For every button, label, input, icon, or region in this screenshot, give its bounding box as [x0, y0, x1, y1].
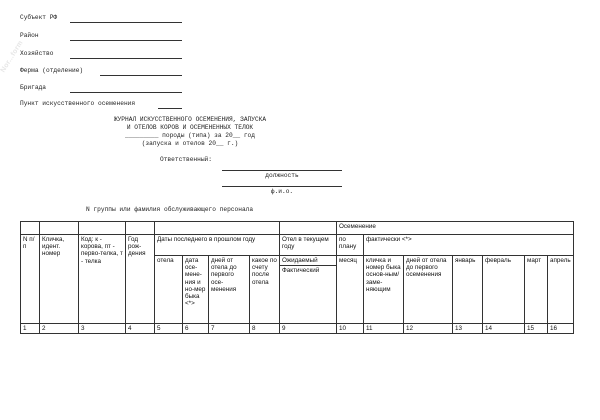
header-data-osem: дата осе-мене-ния и но-мер быка <*> [183, 256, 209, 324]
header-klichka: Кличка, идент. номер [40, 235, 79, 324]
header-mesyac: месяц [337, 256, 364, 324]
farm-line[interactable] [70, 58, 182, 59]
header-fakt: фактически <*> [364, 235, 574, 256]
column-number: 7 [209, 324, 250, 334]
header-top-left [21, 222, 40, 235]
header-mar: март [525, 256, 548, 324]
header-kod: Код: к - корова, пт - перво-телка, т - телка [79, 235, 126, 324]
header-klichka-byka: кличка и номер быка основ-ным/ заме-няющим [364, 256, 404, 324]
header-top-cell [40, 222, 79, 235]
brigade-line[interactable] [70, 92, 182, 93]
header-apr: апрель [548, 256, 574, 324]
header-top-cell [126, 222, 155, 235]
column-number: 2 [40, 324, 79, 334]
column-number: 11 [364, 324, 404, 334]
watermark: Nor...form [0, 39, 25, 74]
journal-table [20, 221, 574, 334]
column-number: 14 [483, 324, 525, 334]
subject-label: Субъект РФ [20, 14, 58, 21]
column-number: 6 [183, 324, 209, 334]
title-line-3: _________ породы (типа) за 20__ год [125, 132, 255, 139]
header-n: N п/п [21, 235, 40, 324]
header-top-cell [79, 222, 126, 235]
header-osem: Осеменение [337, 222, 574, 235]
header-po-planu: по плану [337, 235, 364, 256]
header-daty: Даты последнего в прошлом году [155, 235, 280, 256]
district-line[interactable] [70, 40, 182, 41]
header-ozhid: Ожидаемый [280, 256, 337, 266]
column-number: 5 [155, 324, 183, 334]
position-caption: должность [265, 172, 299, 179]
group-line: N группы или фамилия обслуживающего персонала [86, 206, 254, 213]
name-line[interactable] [222, 186, 342, 187]
column-number: 8 [250, 324, 280, 334]
ferma-label: Ферма (отделение) [20, 67, 84, 74]
title-line-1: ЖУРНАЛ ИСКУССТВЕННОГО ОСЕМЕНЕНИЯ, ЗАПУСКА [113, 116, 267, 123]
farm-label: Хозяйство [20, 50, 54, 57]
title-line-2: И ОТЕЛОВ КОРОВ И ОСЕМЕНЕННЫХ ТЕЛОК [126, 124, 254, 131]
brigade-label: Бригада [20, 84, 46, 91]
title-line-4: (запуска и отелов 20__ г.) [141, 140, 239, 147]
position-line[interactable] [222, 170, 342, 171]
header-otela: отела [155, 256, 183, 324]
responsible-label: Ответственный: [160, 156, 212, 163]
column-number: 15 [525, 324, 548, 334]
header-god: Год рож-дения [126, 235, 155, 324]
header-top-cell [280, 222, 337, 235]
subject-line[interactable] [70, 22, 182, 23]
district-label: Район [20, 32, 39, 39]
header-dney-otela-2: дней от отела до первого осеменения [404, 256, 453, 324]
column-number: 16 [548, 324, 574, 334]
column-number: 12 [404, 324, 453, 334]
column-number: 13 [453, 324, 483, 334]
ai-point-label: Пункт искусственного осеменения [20, 100, 136, 107]
column-number: 1 [21, 324, 40, 334]
header-otel-tek: Отел в текущем году [280, 235, 337, 256]
header-fakt-otel: Фактический [280, 266, 337, 324]
header-feb: февраль [483, 256, 525, 324]
header-jan: январь [453, 256, 483, 324]
page-edge-fade [586, 221, 600, 336]
column-number: 10 [337, 324, 364, 334]
header-top-cell [155, 222, 280, 235]
ai-point-line[interactable] [158, 108, 182, 109]
column-number: 9 [280, 324, 337, 334]
header-dney-otela: дней от отела до первого осе-менения [209, 256, 250, 324]
column-number: 4 [126, 324, 155, 334]
header-kakoe: какое по счету после отела [250, 256, 280, 324]
column-number: 3 [79, 324, 126, 334]
name-caption: ф.и.о. [270, 188, 294, 195]
ferma-line[interactable] [100, 75, 182, 76]
